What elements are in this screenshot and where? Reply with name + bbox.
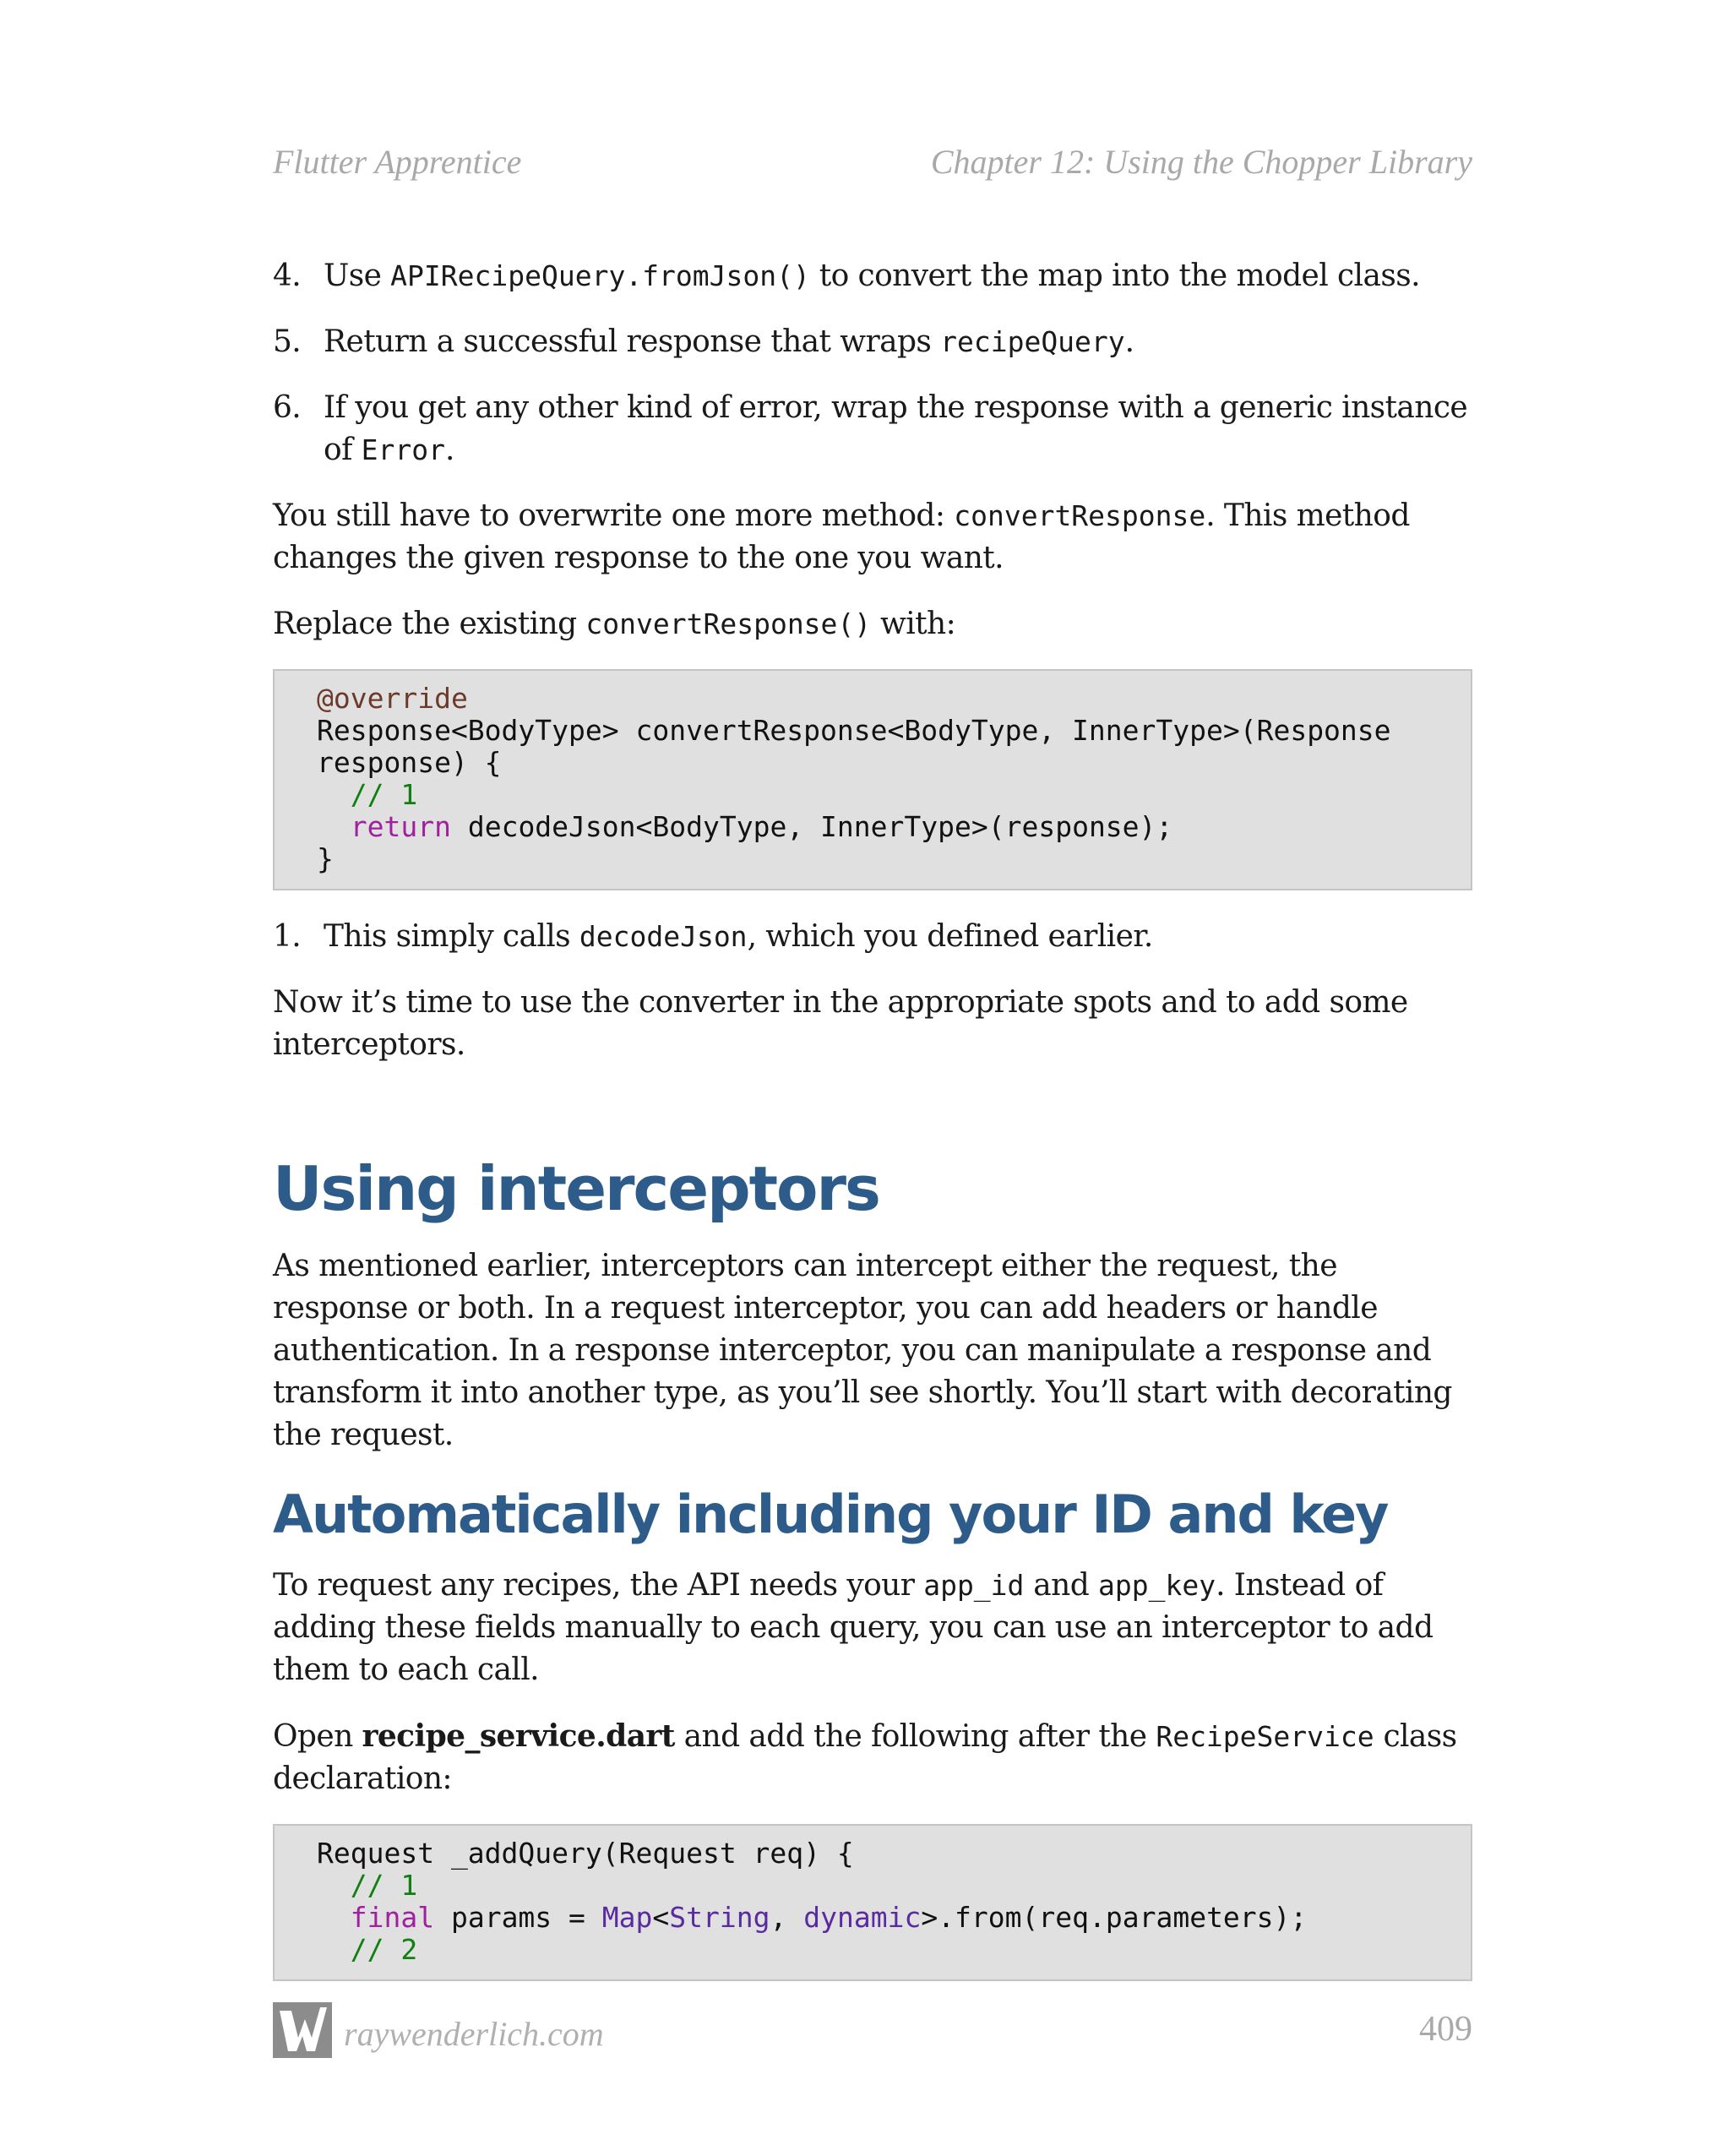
- inline-code: convertResponse: [954, 499, 1206, 532]
- code-line: response) {: [317, 746, 502, 779]
- code-comment: // 1: [350, 1869, 418, 1902]
- code-line: params =: [434, 1901, 602, 1934]
- list-number: 6.: [273, 390, 302, 425]
- code-line: Response<BodyType> convertResponse<BodyType, InnerType>(Response: [317, 714, 1391, 747]
- list-text: .: [1124, 324, 1134, 359]
- list-number: 4.: [273, 259, 302, 293]
- code-type: String: [669, 1901, 770, 1934]
- paragraph: [273, 603, 1472, 645]
- code-comment: // 2: [350, 1933, 418, 1966]
- inline-code: APIRecipeQuery.fromJson(): [390, 259, 810, 292]
- paragraph: [273, 495, 1472, 580]
- list-number: 5.: [273, 324, 302, 359]
- paragraph-text: and: [1024, 1568, 1099, 1603]
- paragraph-text: Replace the existing: [273, 607, 586, 641]
- code-keyword: return: [350, 810, 451, 843]
- inline-code: app_key: [1098, 1569, 1216, 1602]
- code-line: }: [317, 842, 334, 875]
- code-block: [273, 669, 1472, 890]
- inline-code: app_id: [923, 1569, 1025, 1602]
- code-type: Map: [601, 1901, 653, 1934]
- chapter-title: Chapter 12: Using the Chopper Library: [930, 143, 1472, 181]
- paragraph-text: . Instead of adding these fields manually to each query, you can use an interceptor to add them to each call.: [273, 1568, 1434, 1687]
- book-title: Flutter Apprentice: [273, 143, 522, 181]
- list-item: [273, 321, 1472, 363]
- page-number: 409: [1419, 2010, 1472, 2049]
- page-footer: [273, 2002, 1472, 2063]
- raywenderlich-logo-icon: [273, 2002, 332, 2058]
- list-text: This simply calls: [324, 919, 579, 954]
- code-line: decodeJson<BodyType, InnerType>(response);: [450, 810, 1173, 843]
- list-number: 1.: [273, 919, 302, 954]
- code-line: Request _addQuery(Request req) {: [317, 1837, 854, 1870]
- code-line: <: [652, 1901, 670, 1934]
- list-text: Return a successful response that wraps: [324, 324, 941, 359]
- paragraph-text: . This method changes the given response to the one you want.: [273, 498, 1410, 575]
- inline-code: Error: [361, 433, 445, 466]
- paragraph: As mentioned earlier, interceptors can intercept either the request, the response or both. In a request interceptor, you can add headers or handle authentication. In a response interceptor, you can manipulate a response and transform it into another type, as you’ll see shortly. You’ll start with decorating the request.: [273, 1249, 1452, 1452]
- list-item: [273, 255, 1472, 297]
- paragraph-text: Open: [273, 1719, 362, 1754]
- page-header: [273, 142, 1472, 189]
- list-text: , which you defined earlier.: [747, 919, 1153, 954]
- paragraph-text: You still have to overwrite one more method:: [273, 498, 955, 533]
- paragraph: [273, 1715, 1472, 1800]
- inline-code: convertResponse(): [585, 607, 872, 640]
- list-text: If you get any other kind of error, wrap the response with a generic instance of: [324, 390, 1468, 467]
- list-item: [273, 387, 1472, 471]
- code-block: [273, 1824, 1472, 1981]
- section-heading: Using interceptors: [273, 1153, 879, 1224]
- code-keyword: final: [350, 1901, 435, 1934]
- inline-code: RecipeService: [1156, 1720, 1374, 1753]
- code-type: dynamic: [803, 1901, 922, 1934]
- paragraph-text: class declaration:: [273, 1719, 1457, 1796]
- subsection-heading: Automatically including your ID and key: [273, 1484, 1388, 1545]
- code-annotation: @override: [317, 682, 468, 715]
- inline-code: recipeQuery: [940, 325, 1125, 358]
- paragraph-text: with:: [871, 607, 956, 641]
- code-line: ,: [770, 1901, 804, 1934]
- page-content: [273, 255, 1472, 2006]
- list-item: [273, 916, 1472, 958]
- list-text: Use: [324, 259, 391, 293]
- code-comment: // 1: [350, 778, 418, 811]
- paragraph: [273, 1565, 1472, 1691]
- bold-filename: recipe_service.dart: [362, 1718, 675, 1754]
- list-text: to convert the map into the model class.: [809, 259, 1420, 293]
- paragraph: Now it’s time to use the converter in the appropriate spots and to add some interceptors.: [273, 985, 1408, 1062]
- paragraph-text: To request any recipes, the API needs your: [273, 1568, 924, 1603]
- paragraph-text: and add the following after the: [674, 1719, 1156, 1754]
- code-line: >.from(req.parameters);: [921, 1901, 1308, 1934]
- list-text: .: [445, 433, 454, 467]
- site-name: raywenderlich.com: [344, 2015, 604, 2053]
- inline-code: decodeJson: [579, 920, 748, 953]
